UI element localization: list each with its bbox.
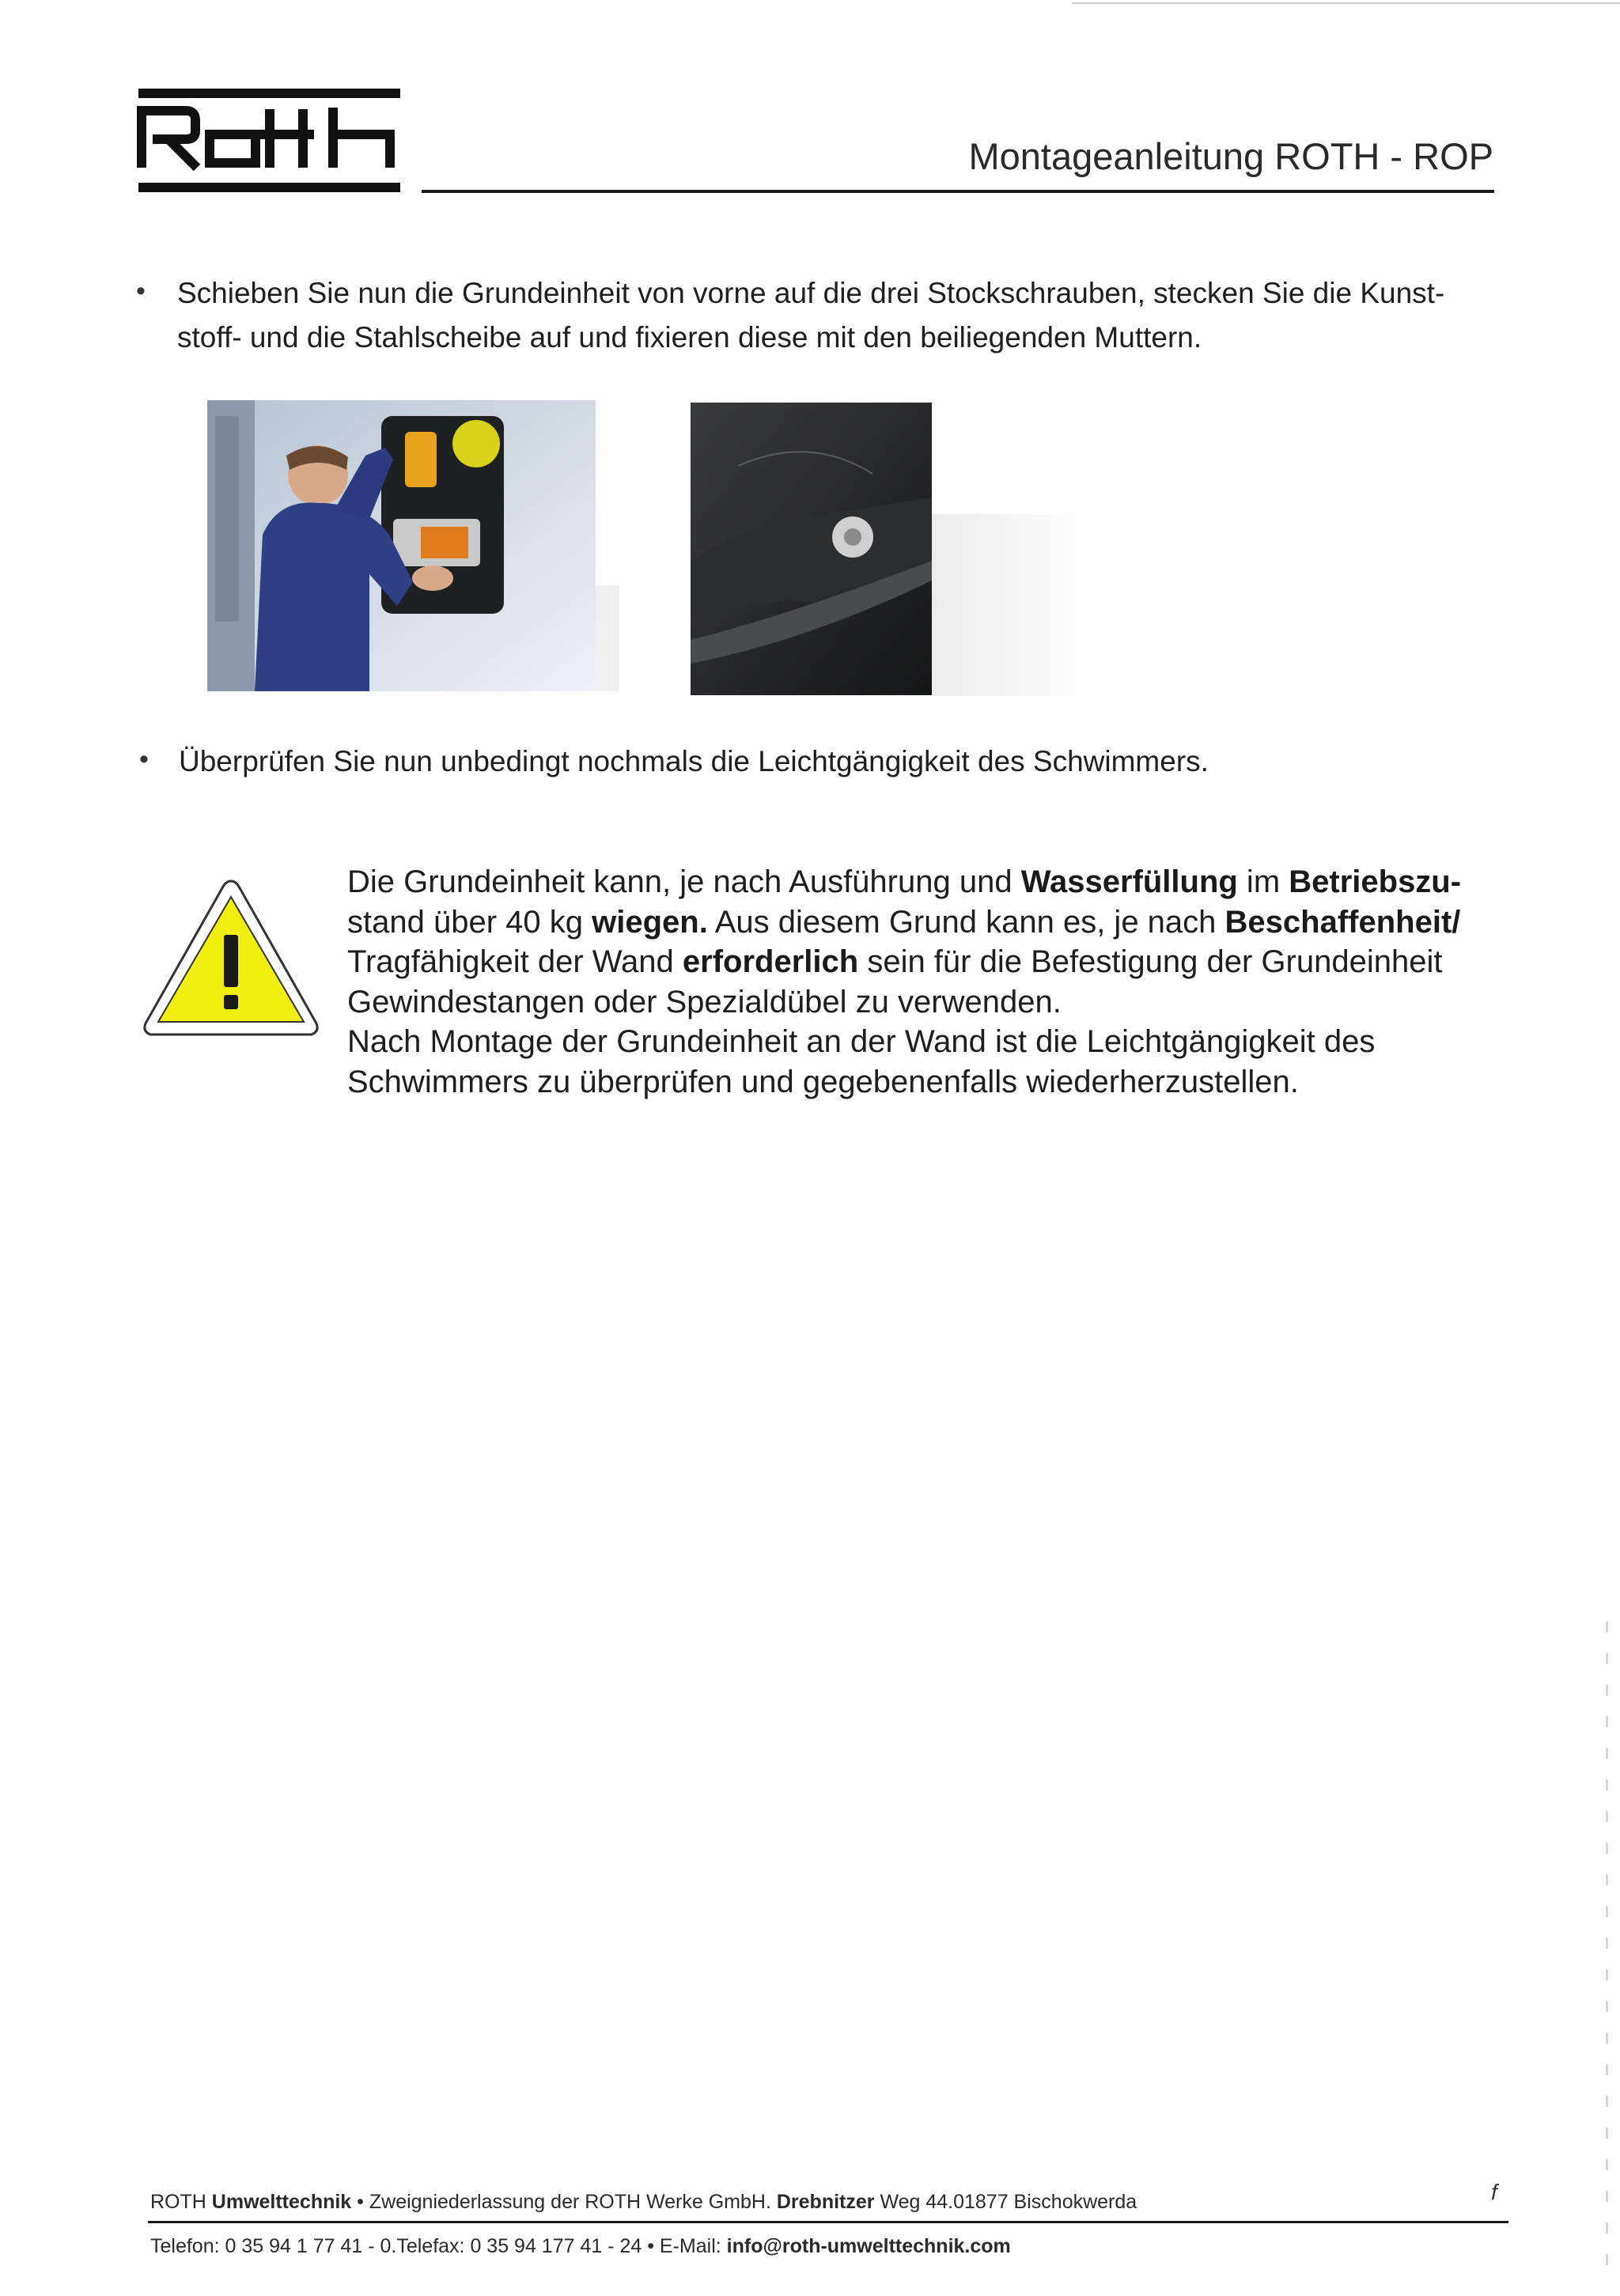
warning-emphasis: erforderlich xyxy=(682,944,859,979)
header-divider xyxy=(422,190,1494,193)
footer-address xyxy=(150,2191,1137,2214)
warning-span: Aus diesem Grund kann es, je nach xyxy=(707,904,1225,940)
warning-line: Gewindestangen oder Spezialdübel zu verwenden. xyxy=(347,984,1062,1019)
bullet-dot: • xyxy=(136,276,146,306)
warning-icon xyxy=(141,876,321,1041)
footer-emphasis: Drebnitzer xyxy=(776,2191,875,2213)
washer-closeup-photo xyxy=(691,403,932,695)
photo-edge xyxy=(596,585,619,691)
warning-span: Die Grundeinheit kann, je nach Ausführung und xyxy=(347,864,1021,899)
photo-edge xyxy=(932,514,1082,696)
warning-line xyxy=(347,902,1486,943)
warning-text xyxy=(347,862,1486,1102)
warning-line: Schwimmers zu überprüfen und gegebenenfalls wiederherzustellen. xyxy=(347,1064,1299,1099)
instruction-line: stoff- und die Stahlscheibe auf und fixieren diese mit den beiliegenden Muttern. xyxy=(177,321,1202,354)
warning-emphasis: Beschaffenheit/ xyxy=(1224,904,1461,940)
warning-span: sein für die Befestigung der Grundeinheit xyxy=(858,944,1443,979)
warning-line xyxy=(347,862,1486,902)
page-title: Montageanleitung ROTH - ROP xyxy=(968,135,1493,177)
warning-emphasis: Wasserfüllung xyxy=(1020,864,1238,899)
footer-email-link[interactable]: info@roth-umwelttechnik.com xyxy=(726,2235,1011,2257)
warning-span: im xyxy=(1237,864,1289,899)
page-mark: f xyxy=(1491,2180,1497,2204)
mounting-photo xyxy=(207,400,596,691)
scan-line xyxy=(1072,2,1620,4)
instruction-paragraph-1 xyxy=(177,271,1474,360)
footer-span: Telefon: 0 35 94 1 77 41 - 0.Telefax: 0 35 94 177 41 - 24 • E-Mail: xyxy=(150,2235,727,2257)
footer-divider xyxy=(148,2221,1508,2223)
footer-emphasis: Umwelttechnik xyxy=(211,2191,352,2213)
warning-span: Tragfähigkeit der Wand xyxy=(347,944,683,979)
footer-span: ROTH xyxy=(150,2191,212,2213)
footer-span: Weg 44.01877 Bischokwerda xyxy=(874,2191,1137,2213)
warning-line xyxy=(347,942,1486,982)
footer-span: • Zweigniederlassung der ROTH Werke GmbH. xyxy=(351,2191,777,2213)
warning-line: Nach Montage der Grundeinheit an der Wand ist die Leichtgängigkeit des xyxy=(347,1024,1376,1059)
footer-contact xyxy=(150,2235,1011,2258)
instruction-paragraph-2: Überprüfen Sie nun unbedingt nochmals die Leichtgängigkeit des Schwimmers. xyxy=(179,745,1209,777)
roth-logo xyxy=(137,87,402,195)
warning-emphasis: wiegen. xyxy=(592,904,708,940)
warning-span: stand über 40 kg xyxy=(347,904,592,940)
scan-edge-artifact xyxy=(1606,1621,1608,2286)
warning-emphasis: Betriebszu- xyxy=(1289,864,1462,899)
instruction-line: Schieben Sie nun die Grundeinheit von vorne auf die drei Stockschrauben, stecken Sie die Kunst- xyxy=(177,277,1445,309)
bullet-dot: • xyxy=(139,744,149,774)
